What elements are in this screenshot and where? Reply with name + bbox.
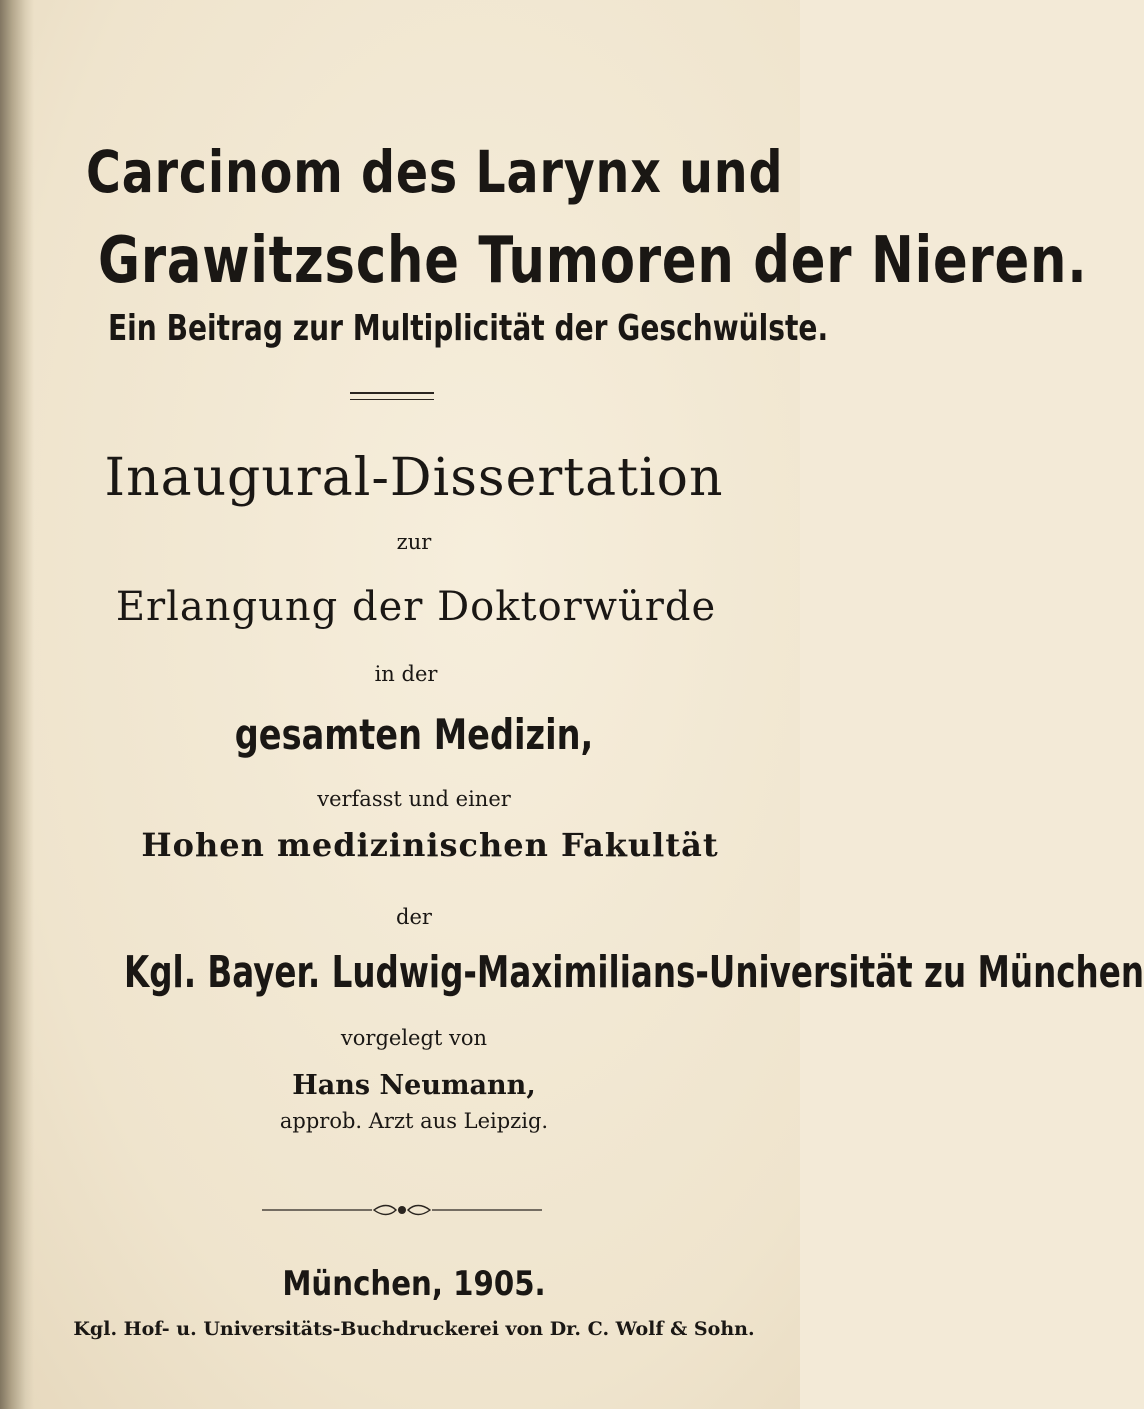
vorgelegt-text: vorgelegt von [340,1026,488,1050]
title-line-2: Grawitzsche Tumoren der Nieren. [98,224,1088,298]
erlangung-heading: Erlangung der Doktorwürde [115,584,717,630]
in-der-text: in der [374,662,438,686]
author-note: approb. Arzt aus Leipzig. [279,1109,549,1133]
title-line-1: Carcinom des Larynx und [86,138,784,206]
ornamental-rule [262,1203,542,1217]
dissertation-heading: Inaugural-Dissertation [104,448,724,508]
subtitle: Ein Beitrag zur Multiplicität der Geschwülste. [108,308,829,349]
printer-line: Kgl. Hof- u. Universitäts-Buchdruckerei von Dr. C. Wolf & Sohn. [73,1318,755,1340]
author-name: Hans Neumann, [292,1070,536,1101]
der-text: der [396,905,432,929]
verfasst-text: verfasst und einer [317,787,511,811]
place-year: München, 1905. [282,1264,546,1304]
fakultaet-heading: Hohen medizinischen Fakultät [141,826,719,864]
binding-edge [0,0,34,1409]
double-rule-divider [350,392,434,400]
zur-text: zur [396,530,432,554]
gesamten-medizin: gesamten Medizin, [234,710,594,759]
university-name: Kgl. Bayer. Ludwig-Maximilians-Universität zu München [124,947,1144,998]
